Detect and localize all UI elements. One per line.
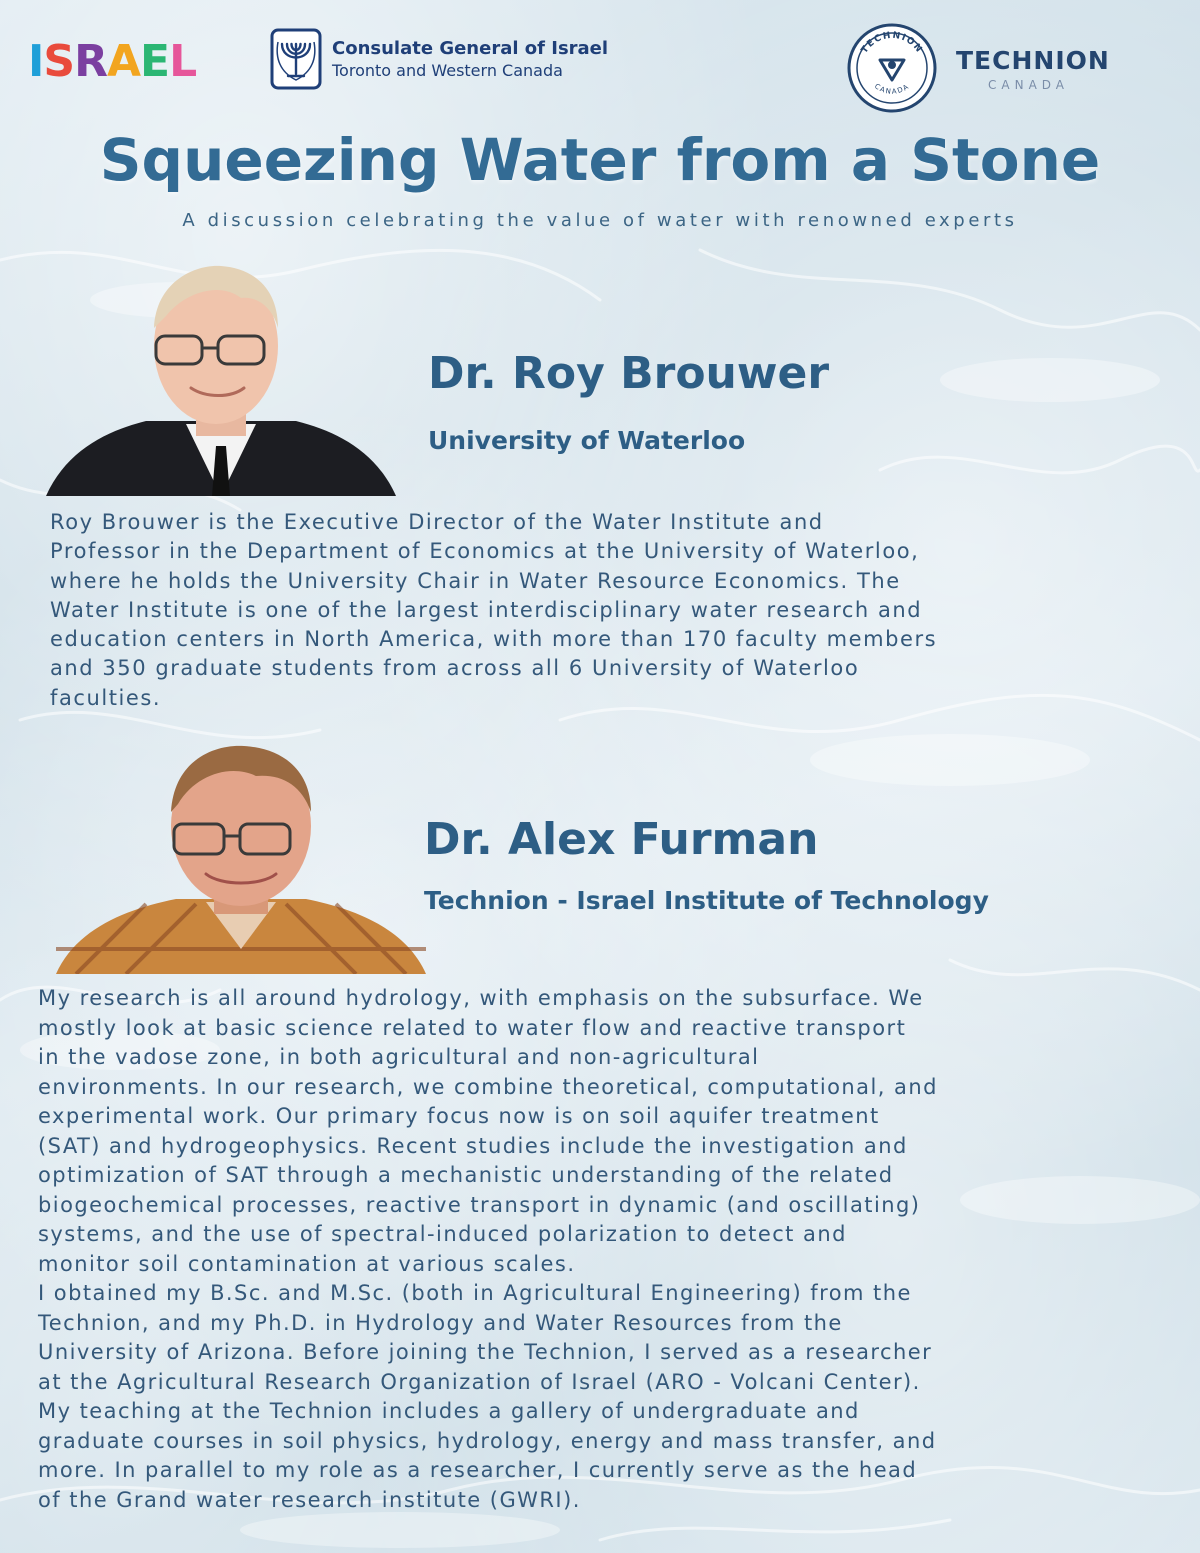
israel-logo-letter: L: [169, 36, 197, 87]
technion-seal-bottom-text: CANADA: [872, 82, 912, 96]
consulate-line-1: Consulate General of Israel: [332, 38, 609, 59]
technion-seal-top-text: TECHNION: [859, 30, 925, 56]
speaker-bio: Roy Brouwer is the Executive Director of the Water Institute and Professor in the Department of Economics at the University of Waterloo, where he holds the University Chair in Water Resource Economics. The Water Institute is one of the largest interdisciplinary water research and education centers in North America, with more than 170 faculty members and 350 graduate students from across all 6 University of Waterloo faculties.: [50, 510, 938, 710]
consulate-line-2: Toronto and Western Canada: [332, 61, 563, 80]
speaker-bio: My research is all around hydrology, with emphasis on the subsurface. We mostly look at basic science related to water flow and reactive transport in the vadose zone, in both agricultural and non-agricultural environments. In our research, we combine theoretical, computational, and experimental work. Our primary focus now is on soil aquifer treatment (SAT) and hydrogeophysics. Recent studies include the investigation and optimization of SAT through a mechanistic understanding of the related biogeochemical processes, reactive transport in dynamic (and oscillating) systems, and the use of spectral-induced polarization to detect and monitor soil contamination at various scales. I obtained my B.Sc. and M.Sc. (both in Agricultural Engineering) from the Technion, and my Ph.D. in Hydrology and Water Resources from the University of Arizona. Before joining the Technion, I served as a researcher at the Agricultural Research Organization of Israel (ARO - Volcani Center). My teaching at the Technion includes a gallery of undergraduate and graduate courses in soil physics, hydrology, energy and mass transfer, and more. In parallel to my role as a researcher, I currently serve as the head of the Grand water research institute (GWRI).: [38, 986, 938, 1512]
speaker-name: Dr. Roy Brouwer: [428, 348, 830, 399]
speaker-photo-alex-furman: [56, 734, 426, 974]
event-title: Squeezing Water from a Stone: [99, 126, 1101, 194]
technion-wordmark: TECHNION: [956, 46, 1110, 75]
israel-logo-letter: R: [74, 36, 107, 87]
speaker-photo-roy-brouwer: [46, 246, 396, 496]
technion-seal-icon: [846, 22, 938, 114]
technion-sub-wordmark: CANADA: [988, 78, 1070, 92]
speaker-affiliation: Technion - Israel Institute of Technology: [424, 886, 989, 915]
israel-logo-letter: I: [28, 36, 44, 87]
menorah-emblem-icon: [270, 28, 322, 90]
israel-brand-logo: [28, 34, 196, 90]
israel-logo-letter: S: [43, 36, 75, 87]
event-subtitle: A discussion celebrating the value of water with renowned experts: [182, 210, 1018, 231]
israel-logo-letter: A: [106, 36, 141, 87]
israel-logo-letter: E: [140, 36, 170, 87]
speaker-affiliation: University of Waterloo: [428, 426, 746, 455]
consulate-name: [332, 38, 608, 82]
speaker-name: Dr. Alex Furman: [424, 814, 819, 865]
